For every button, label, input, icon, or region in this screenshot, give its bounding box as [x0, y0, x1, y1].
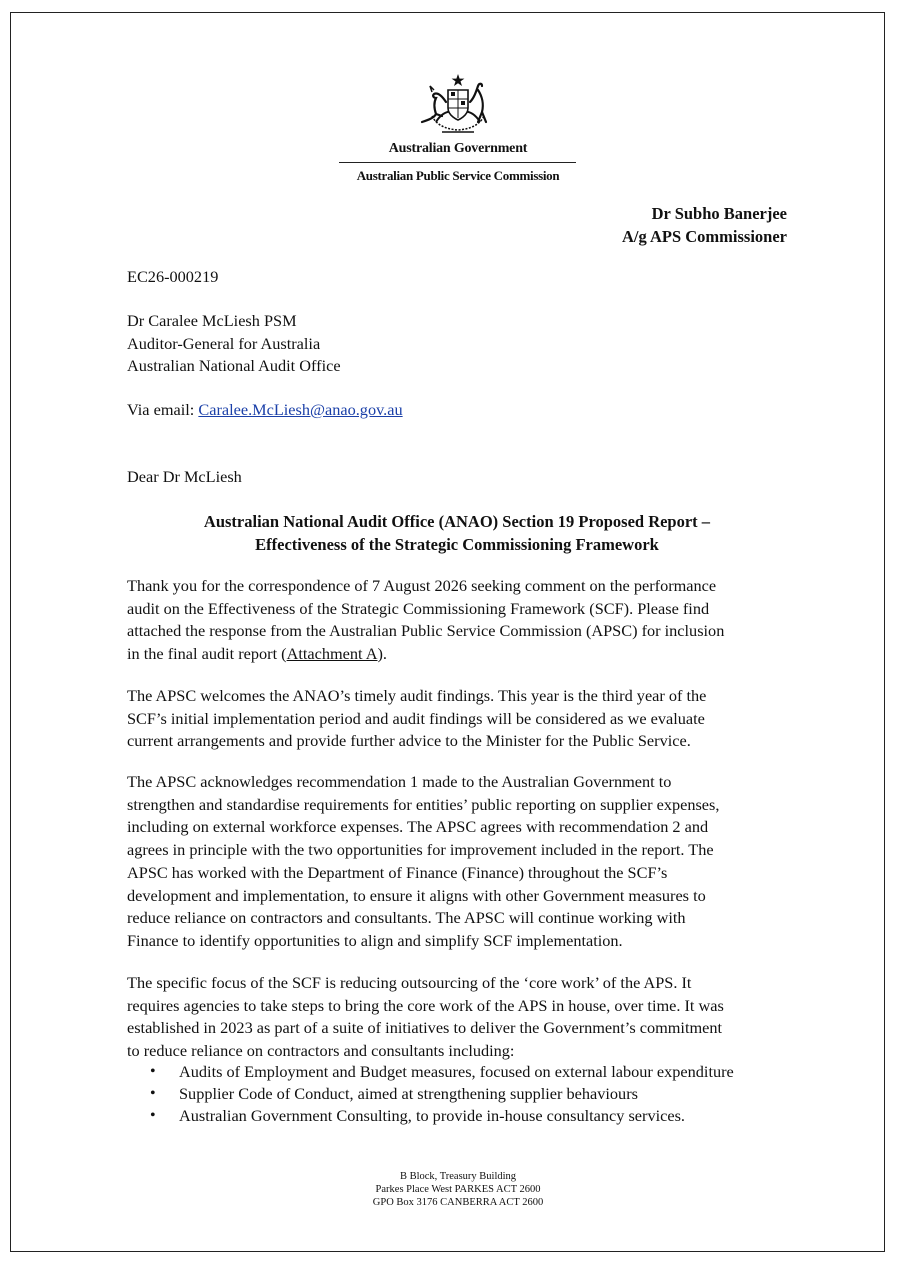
- paragraph-line: to reduce reliance on contractors and consultants including:: [127, 1041, 515, 1061]
- via-email-line: [127, 399, 787, 422]
- attachment-reference: Attachment A: [286, 644, 378, 664]
- paragraph-line: established in 2023 as part of a suite of initiatives to deliver the Government’s commitment: [127, 1018, 723, 1038]
- paragraph-line: strengthen and standardise requirements for entities’ public reporting on supplier expenses,: [127, 794, 720, 814]
- paragraph-line: APSC has worked with the Department of Finance (Finance) throughout the SCF’s: [127, 862, 668, 882]
- email-link[interactable]: Caralee.McLiesh@anao.gov.au: [198, 400, 403, 419]
- paragraph-line: SCF’s initial implementation period and audit findings will be considered as we evaluate: [127, 708, 705, 728]
- recipient-name: Dr Caralee McLiesh PSM: [127, 311, 297, 330]
- signatory-title: A/g APS Commissioner: [622, 227, 787, 246]
- list-item: • Audits of Employment and Budget measures, focused on external labour expenditure: [127, 1061, 734, 1083]
- recipient-position: Auditor-General for Australia: [127, 333, 321, 353]
- paragraph-line: Thank you for the correspondence of 7 August 2026 seeking comment on the performance: [127, 576, 717, 595]
- paragraph-line: Finance to identify opportunities to align and simplify SCF implementation.: [127, 930, 623, 950]
- subject-heading: [127, 511, 787, 556]
- subject-line-2: Effectiveness of the Strategic Commissioning Framework: [255, 534, 659, 554]
- salutation: Dear Dr McLiesh: [127, 467, 242, 486]
- paragraph-line: development and implementation, to ensure it aligns with other Government measures to: [127, 885, 706, 905]
- paragraph-line: The APSC acknowledges recommendation 1 made to the Australian Government to: [127, 772, 672, 791]
- paragraph-3: [127, 771, 787, 953]
- initiatives-list: [127, 1061, 734, 1128]
- paragraph-4: [127, 972, 787, 1063]
- agency-name: Australian Public Service Commission: [356, 168, 560, 183]
- paragraph-line: [127, 643, 787, 666]
- footer-line: GPO Box 3176 CANBERRA ACT 2600: [372, 1197, 544, 1208]
- paragraph-line: attached the response from the Australian Public Service Commission (APSC) for inclusion: [127, 621, 725, 641]
- paragraph-line: audit on the Effectiveness of the Strategic Commissioning Framework (SCF). Please find: [127, 598, 710, 618]
- paragraph-2: [127, 685, 787, 753]
- subject-line-1: Australian National Audit Office (ANAO) Section 19 Proposed Report –: [203, 512, 711, 531]
- recipient-address: [127, 310, 787, 378]
- footer-line: B Block, Treasury Building: [399, 1171, 517, 1182]
- footer-line: Parkes Place West PARKES ACT 2600: [375, 1184, 541, 1195]
- signatory-name: Dr Subho Banerjee: [651, 204, 787, 223]
- paragraph-line: requires agencies to take steps to bring the core work of the APS in house, over time. It was: [127, 995, 724, 1015]
- footer-address: [300, 1170, 616, 1209]
- paragraph-line: The APSC welcomes the ANAO’s timely audit findings. This year is the third year of the: [127, 686, 707, 705]
- paragraph-line: current arrangements and provide further advice to the Minister for the Public Service.: [127, 731, 691, 751]
- paragraph-1: [127, 575, 787, 666]
- government-name: Australian Government: [388, 141, 528, 156]
- letterhead-divider: [339, 162, 576, 163]
- paragraph-text: ).: [377, 644, 387, 664]
- signatory-block: [622, 202, 787, 248]
- coat-of-arms-icon: [412, 72, 504, 136]
- paragraph-line: including on external workforce expenses. The APSC agrees with recommendation 2 and: [127, 817, 709, 837]
- reference-number: EC26-000219: [127, 267, 219, 286]
- paragraph-line: reduce reliance on contractors and consultants. The APSC will continue working with: [127, 908, 686, 928]
- paragraph-line: The specific focus of the SCF is reducing outsourcing of the ‘core work’ of the APS. It: [127, 973, 692, 992]
- via-email-label: Via email:: [127, 400, 199, 419]
- paragraph-text: in the final audit report (: [127, 644, 287, 664]
- paragraph-line: agrees in principle with the two opportunities for improvement included in the report. The: [127, 840, 714, 860]
- recipient-organisation: Australian National Audit Office: [127, 356, 341, 376]
- list-item: • Australian Government Consulting, to provide in-house consultancy services.: [127, 1105, 734, 1127]
- list-item: • Supplier Code of Conduct, aimed at strengthening supplier behaviours: [127, 1083, 734, 1105]
